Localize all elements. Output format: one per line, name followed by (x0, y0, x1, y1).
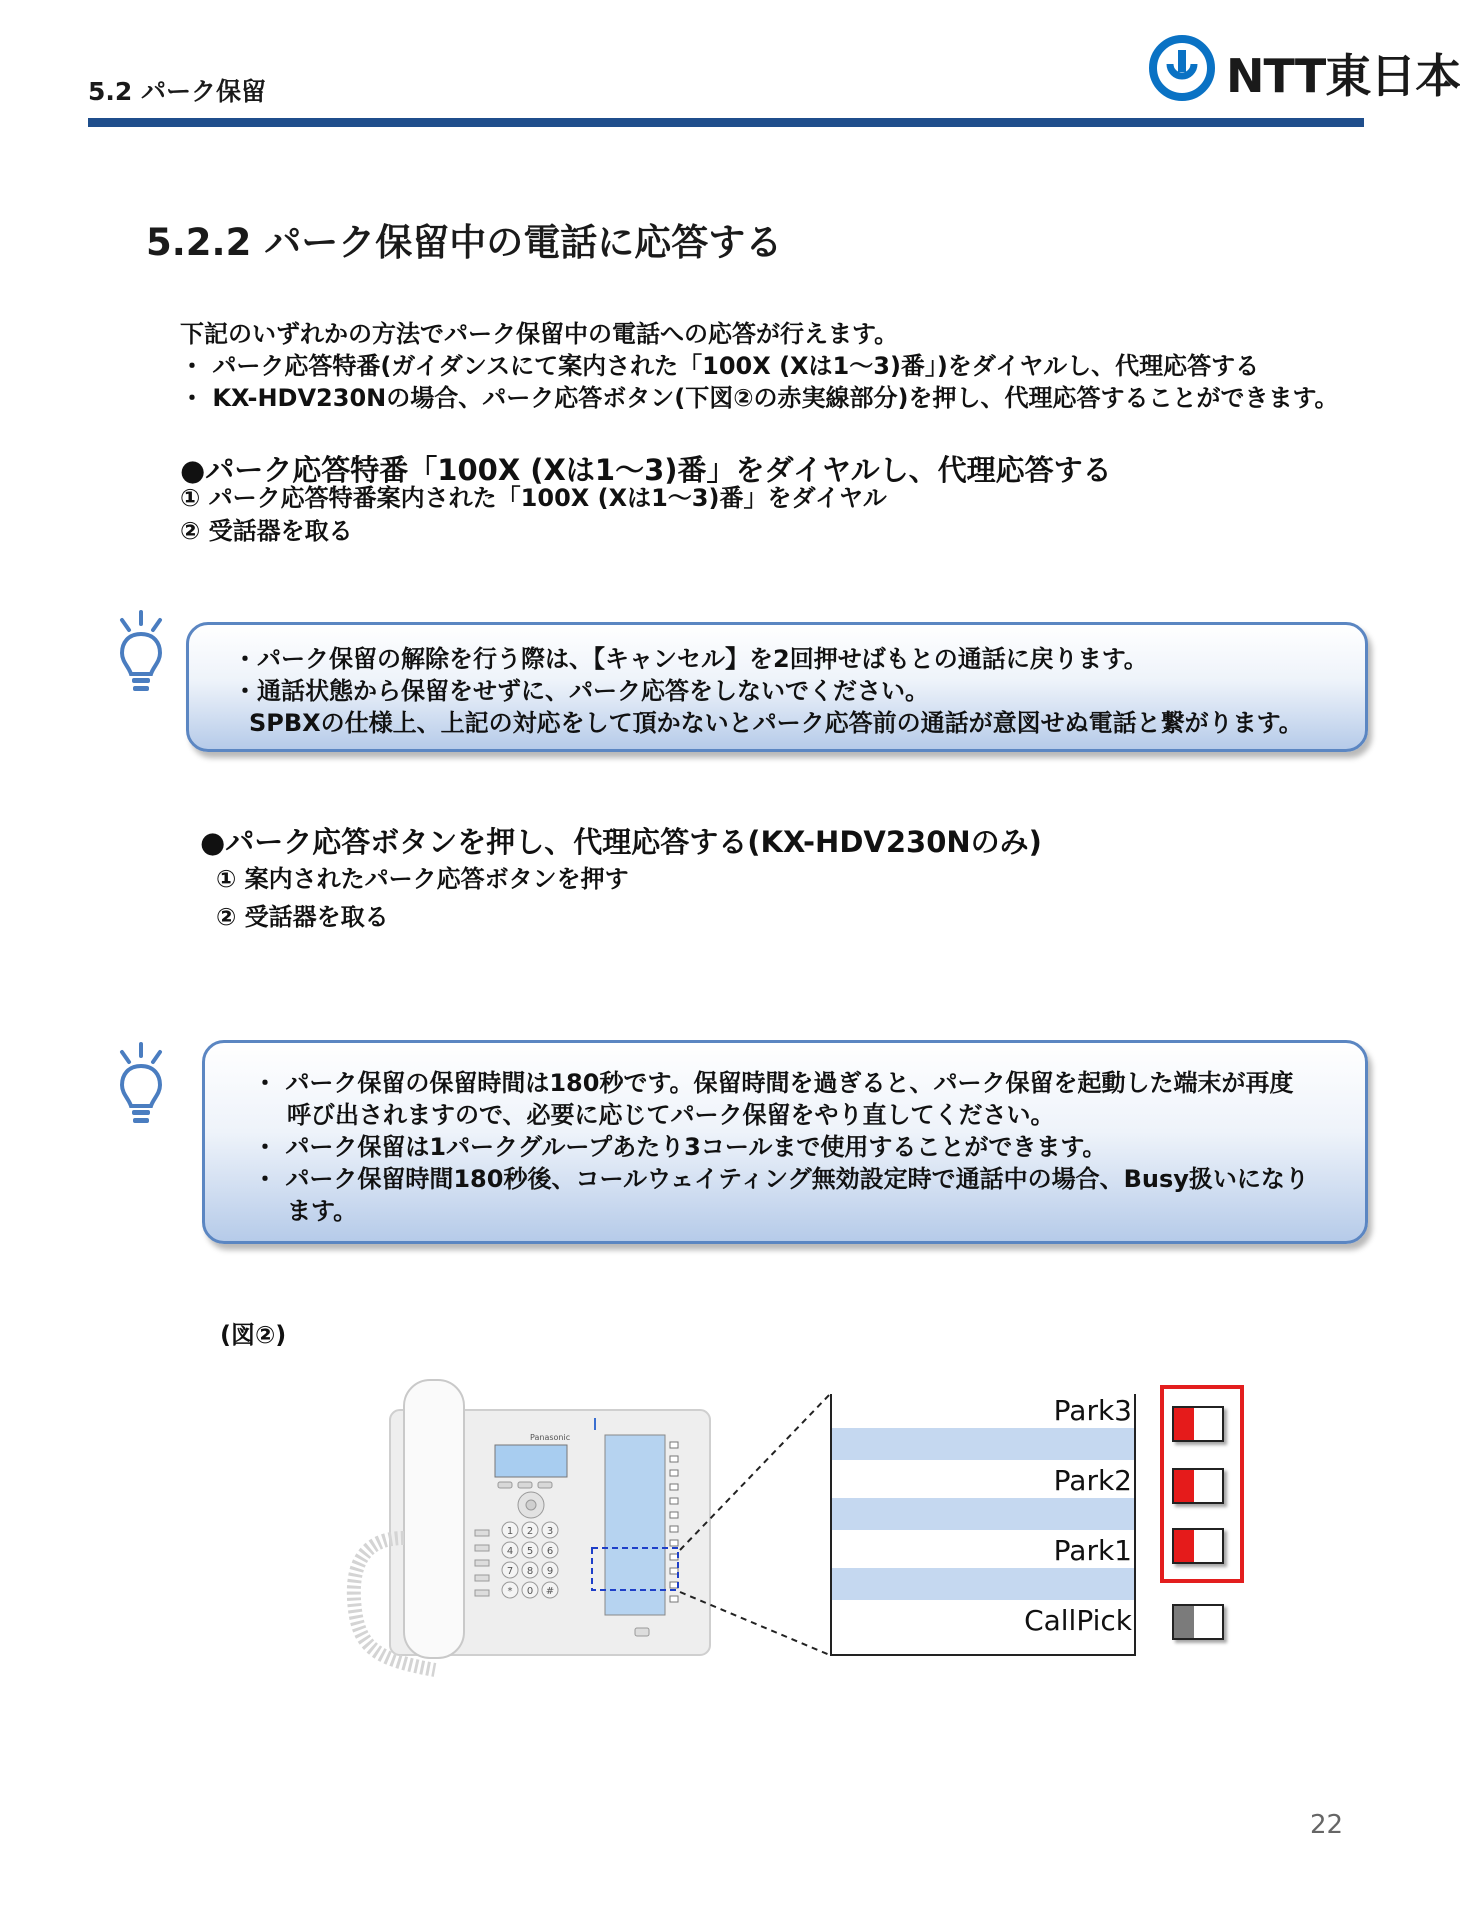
callpick-label: CallPick (1024, 1604, 1132, 1637)
keypad-key: 0 (526, 1586, 534, 1597)
keypad-key: 9 (546, 1566, 554, 1577)
figure-label: (図②) (220, 1321, 287, 1349)
tip-line: SPBXの仕様上、上記の対応をして頂かないとパーク応答前の通話が意図せぬ電話と繋がります。 (249, 709, 1303, 737)
method2-steps (216, 860, 629, 936)
method1-steps (180, 482, 887, 548)
intro-lead: 下記のいずれかの方法でパーク保留中の電話への応答が行えます。 (180, 320, 899, 348)
page-number: 22 (1310, 1810, 1344, 1840)
step-item: ② 受話器を取る (180, 517, 353, 545)
logo-text: NTT東日本 (1226, 49, 1460, 103)
keypad-key: # (545, 1586, 555, 1597)
panel-row-band (832, 1498, 1134, 1530)
keypad-key: 5 (526, 1546, 534, 1557)
page-title: 5.2.2 パーク保留中の電話に応答する (146, 221, 783, 264)
intro-bullet: ・ パーク応答特番(ガイダンスにて案内された「100X (Xは1～3)番」)をダイヤルし、代理応答する (180, 352, 1260, 380)
keypad-key: 3 (546, 1526, 554, 1537)
tip-line: ・ パーク保留時間180秒後、コールウェイティング無効設定時で通話中の場合、Busy扱いになり (253, 1165, 1309, 1193)
lightbulb-icon (116, 1042, 166, 1132)
tip-line: 呼び出されますので、必要に応じてパーク保留をやり直してください。 (287, 1101, 1055, 1129)
tip-box-2 (202, 1040, 1368, 1244)
keypad-key: 7 (506, 1566, 514, 1577)
phone-brand: Panasonic (530, 1433, 571, 1442)
intro-block (180, 318, 1339, 414)
zoom-connector (676, 1390, 836, 1660)
park-label: Park1 (1053, 1534, 1132, 1567)
tip-line: ・ パーク保留の保留時間は180秒です。保留時間を過ぎると、パーク保留を起動した端末が再度 (253, 1069, 1294, 1097)
method2-heading: ●パーク応答ボタンを押し、代理応答する(KX-HDV230Nのみ) (200, 825, 1042, 859)
section-label: 5.2 パーク保留 (88, 77, 266, 106)
lightbulb-icon (116, 610, 166, 700)
park-label: Park3 (1053, 1394, 1132, 1427)
keypad-key: 6 (546, 1546, 554, 1557)
keypad-key: * (507, 1586, 513, 1597)
step-item: ① 案内されたパーク応答ボタンを押す (216, 865, 629, 893)
header-rule (88, 118, 1364, 127)
step-item: ① パーク応答特番案内された「100X (Xは1～3)番」をダイヤル (180, 484, 887, 512)
keypad-key: 2 (526, 1526, 534, 1537)
panel-bottom-border (830, 1654, 1136, 1656)
keypad-key: 1 (506, 1526, 514, 1537)
tip-line: ます。 (287, 1197, 358, 1225)
tip-line: ・パーク保留の解除を行う際は、【キャンセル】を2回押せばもとの通話に戻ります。 (233, 645, 1148, 673)
keypad-key: 4 (506, 1546, 514, 1557)
keypad-key: 8 (526, 1566, 534, 1577)
callpick-button[interactable] (1172, 1604, 1224, 1640)
ntt-logo-icon (1148, 34, 1216, 102)
park-buttons-highlight (1160, 1385, 1244, 1583)
panel-row-band (832, 1428, 1134, 1460)
tip-line: ・ パーク保留は1パークグループあたり3コールまで使用することができます。 (253, 1133, 1107, 1161)
panel-row-band (832, 1568, 1134, 1600)
tip-box-1 (186, 622, 1368, 752)
panel-right-border (1134, 1394, 1136, 1656)
ip-phone-illustration (320, 1370, 720, 1680)
park-label: Park2 (1053, 1464, 1132, 1497)
tip-line: ・通話状態から保留をせずに、パーク応答をしないでください。 (233, 677, 929, 705)
method1-heading: ●パーク応答特番「100X (Xは1～3)番」をダイヤルし、代理応答する (180, 453, 1112, 487)
led-indicator (1174, 1606, 1194, 1638)
intro-bullet: ・ KX-HDV230Nの場合、パーク応答ボタン(下図②の赤実線部分)を押し、代理応答することができます。 (180, 384, 1339, 412)
company-logo (1148, 32, 1460, 104)
step-item: ② 受話器を取る (216, 903, 389, 931)
